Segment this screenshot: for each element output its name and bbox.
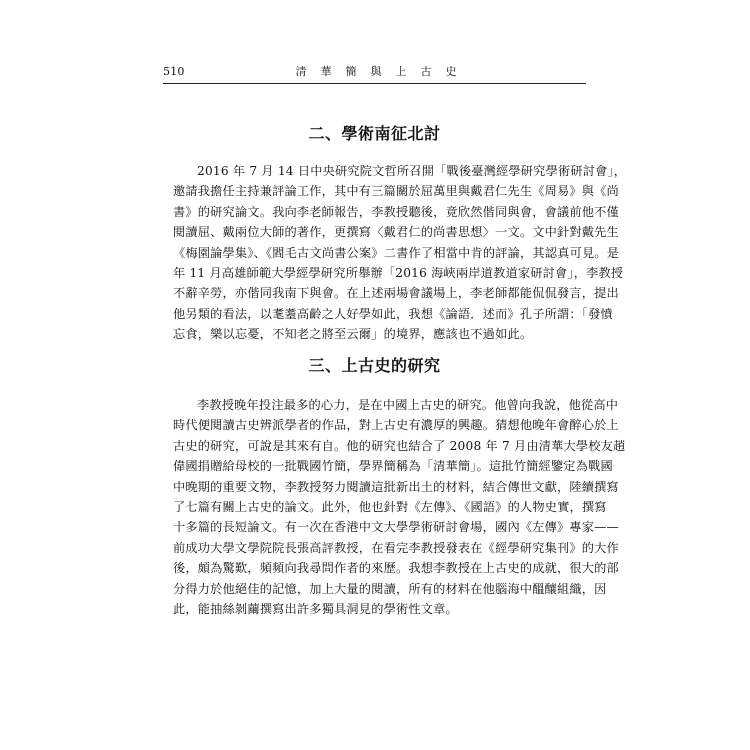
text-line: 忘食，樂以忘憂，不知老之將至云爾」的境界，應該也不過如此。: [173, 327, 533, 342]
text-line: 古史的研究，可說是其來有自。他的研究也結合了 2008 年 7 月由清華大學校友趙: [173, 438, 626, 453]
header-rule: [163, 83, 586, 84]
text-line: 了七篇有關上古史的論文。此外，他也針對《左傳》、《國語》的人物史實，撰寫: [173, 499, 607, 514]
page-header: [163, 65, 586, 79]
text-line: 中晚期的重要文物，李教授努力閱讀這批新出土的材料，結合傳世文獻，陸續撰寫: [173, 479, 619, 494]
text-line: 書》的研究論文。我向李老師報告，李教授聽後，竟欣然偕同與會，會議前他不僅: [173, 204, 619, 219]
paragraph-ancient-history-research: [173, 395, 626, 619]
text-line: 閱讀屈、戴兩位大師的著作，更撰寫〈戴君仁的尚書思想〉一文。文中針對戴先生: [173, 225, 619, 240]
text-line: 李教授晚年投注最多的心力，是在中國上古史的研究。他曾向我說，他從高中: [197, 398, 619, 412]
text-line: 年 11 月高雄師範大學經學研究所舉辦「2016 海峽兩岸道教道家研討會」，李教授: [173, 265, 624, 280]
page-number: 510: [163, 65, 185, 78]
text-line: 邀請我擔任主持兼評論工作，其中有三篇關於屈萬里與戴君仁先生《周易》與《尚: [173, 184, 619, 199]
paragraph-scholarly-travels: [173, 161, 627, 345]
section-heading-ancient-history-research: 三、上古史的研究: [308, 356, 441, 375]
text-line: 分得力於他絕佳的記憶，加上大量的閱讀，所有的材料在他腦海中醞釀組織，因: [173, 581, 607, 596]
text-line: 十多篇的長短論文。有一次在香港中文大學學術研討會場，國內《左傳》專家——: [173, 520, 619, 535]
text-line: 後，頗為驚歎，頻頻向我尋問作者的來歷。我想李教授在上古史的成就，很大的部: [173, 561, 619, 576]
text-line: 偉國捐贈給母校的一批戰國竹簡，學界簡稱為「清華簡」。這批竹簡經鑒定為戰國: [173, 459, 613, 474]
text-line: 時代便閱讀古史辨派學者的作品，對上古史有濃厚的興趣。猜想他晚年會醉心於上: [173, 418, 619, 433]
text-line: 前成功大學文學院院長張高評教授，在看完李教授發表在《經學研究集刊》的大作: [173, 540, 619, 555]
text-line: 不辭辛勞，亦偕同我南下與會。在上述兩場會議場上，李老師都能侃侃發言，提出: [173, 286, 619, 301]
text-line: 此，能抽絲剝繭撰寫出許多獨具洞見的學術性文章。: [173, 601, 458, 616]
text-line: 《梅園論學集》、《閻毛古文尚書公案》二書作了相當中肯的評論，其認真可見。是: [173, 245, 620, 260]
text-line: 2016 年 7 月 14 日中央研究院文哲所召開「戰後臺灣經學研究學術研討會」，: [197, 164, 627, 178]
section-heading-scholarly-travels: 二、學術南征北討: [308, 124, 441, 143]
text-line: 他另類的看法，以耄耋高齡之人好學如此，我想《論語．述而》孔子所謂：「發憤: [173, 306, 613, 321]
running-title: 清華簡與上古史: [295, 65, 471, 78]
